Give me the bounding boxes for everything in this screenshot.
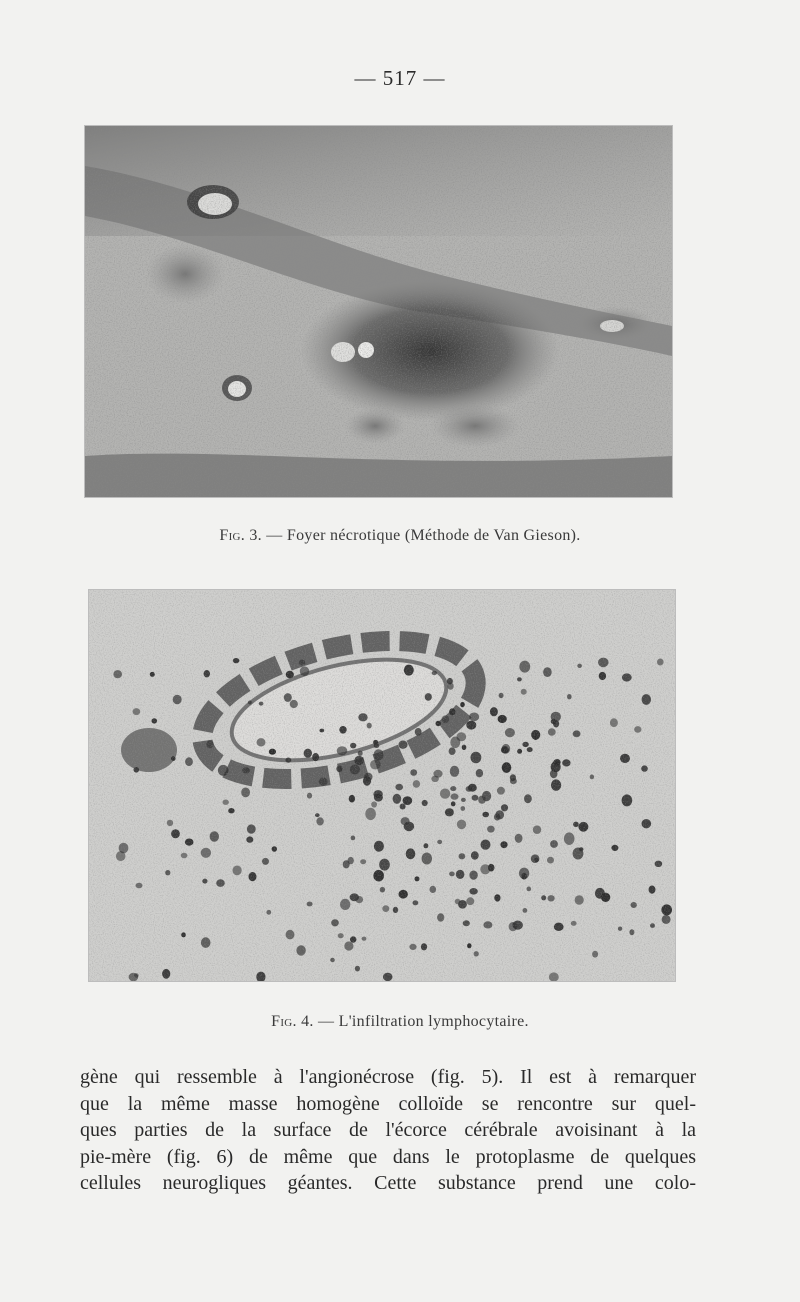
figure-4-label: Fig. 4. (271, 1013, 314, 1030)
figure-3-label: Fig. 3. (219, 527, 262, 544)
figure-3-caption-text: — Foyer nécrotique (Méthode de Van Gieson). (266, 527, 581, 544)
body-line: que la même masse homogène colloïde se rencontre sur quel- (80, 1092, 696, 1115)
figure-3-caption (0, 527, 800, 545)
figure-3-micrograph (84, 125, 673, 498)
page-number: — 517 — (354, 66, 446, 90)
body-line: ques parties de la surface de l'écorce cérébrale avoisinant à la (80, 1119, 696, 1141)
body-line: gène qui ressemble à l'angionécrose (fig. 5). Il est à remarquer (80, 1066, 696, 1088)
figure-4-caption (0, 1013, 800, 1031)
figure-3-image (85, 126, 672, 497)
figure-4-caption-text: — L'infiltration lymphocytaire. (318, 1013, 529, 1030)
figure-4-image (89, 590, 675, 981)
figure-4-micrograph (88, 589, 676, 982)
body-line: pie-mère (fig. 6) de même que dans le protoplasme de quelques (80, 1145, 696, 1168)
body-line: cellules neurogliques géantes. Cette substance prend une colo- (80, 1172, 696, 1194)
body-paragraph (80, 1064, 696, 1197)
